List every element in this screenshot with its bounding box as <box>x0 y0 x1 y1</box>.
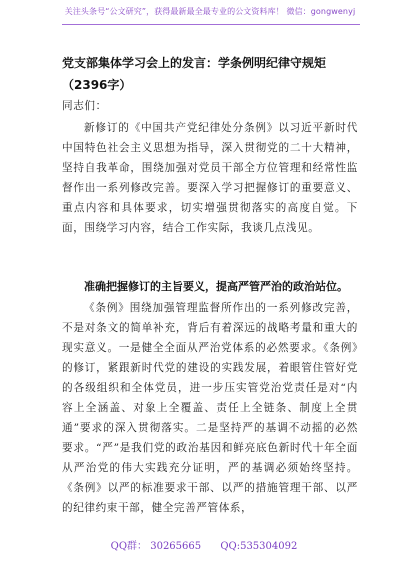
section-heading: 准确把握修订的主旨要义，提高严管严治的政治站位。 <box>84 280 348 293</box>
salutation: 同志们： <box>62 100 107 112</box>
header-banner: 关注头条号“公文研究”，获得最新最全最专业的公文资料库！ 微信：gongwenyj <box>64 7 356 16</box>
footer-qq: QQ:535304092 <box>220 541 298 552</box>
paragraph-2: 《条例》围绕加强管理监督所作出的一系列修改完善，不是对条文的简单补充，背后有着深远的战略考量和重大的现实意义。一是健全全面从严治党体系的必然要求。《条例》的修订，紧跟新时代党的建设的实践发展，着眼管住管好党的各级组织和全体党员，进一步压实管党治党责任是对“内容上全涵盖、对象上全覆盖、责任上全链条、制度上全贯通”要求的深入贯彻落实。二是坚持严的基调不动摇的必然要求。“严”是我们党的政治基因和鲜亮底色新时代十年全面从严治党的伟大实践充分证明，严的基调必须始终坚持。《条例》以严的标准要求干部、以严的措施管理干部、以严的纪律约束干部，健全完善严管体系， <box>62 302 358 514</box>
paragraph-1: 新修订的《中国共产党纪律处分条例》以习近平新时代中国特色社会主义思想为指导，深入贯彻党的二十大精神，坚持自我革命，围绕加强对党员干部全方位管理和经常性监督作出一系列修改完善。要深入学习把握修订的重要意义、重点内容和具体要求，切实增强贯彻落实的高度自觉。下面，围绕学习内容，结合工作实际，我谈几点浅见。 <box>62 122 358 234</box>
document-title: 党支部集体学习会上的发言：学条例明纪律守规矩（2396字） <box>62 56 327 92</box>
footer-contact <box>0 537 408 552</box>
header-divider <box>62 24 360 25</box>
footer-qq-group: QQ群： 30265665 <box>110 541 202 552</box>
